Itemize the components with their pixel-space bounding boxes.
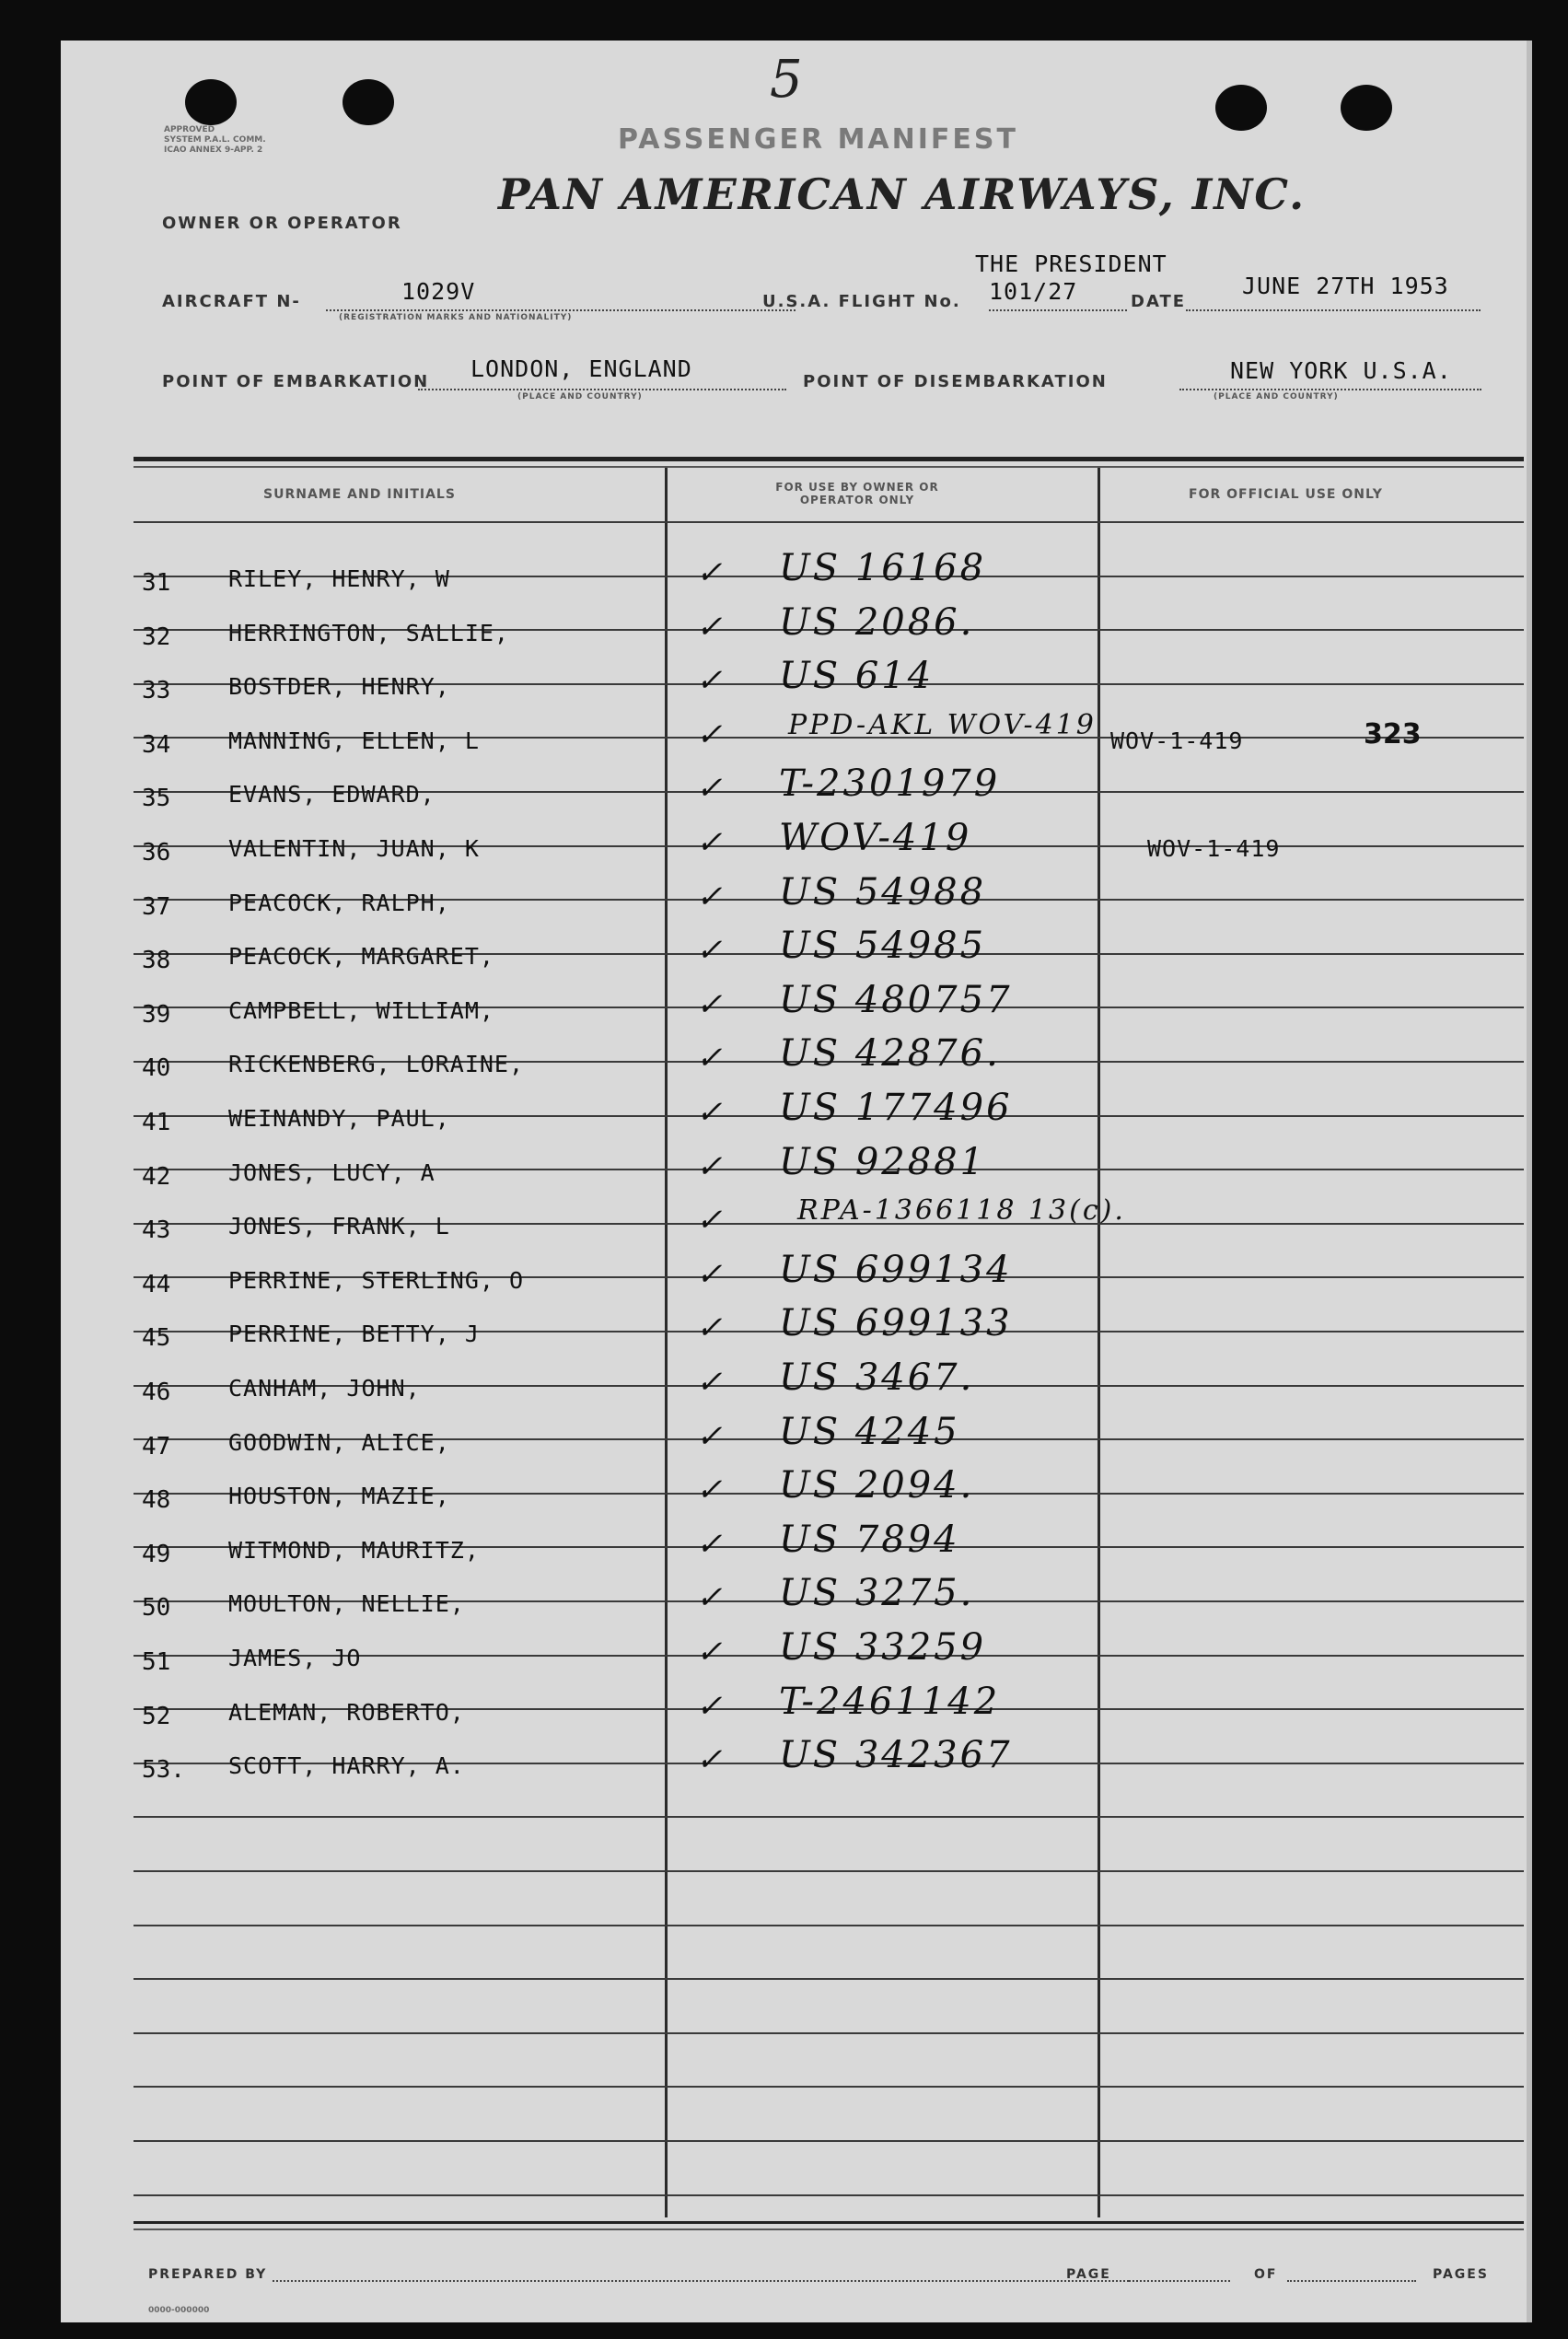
- row-number: 37: [142, 892, 171, 921]
- row-number: 36: [142, 839, 171, 867]
- row-number: 34: [142, 730, 171, 759]
- table-rule: [134, 1978, 1524, 1980]
- document-number: US 33259: [779, 1626, 987, 1669]
- table-rule: [134, 2086, 1524, 2088]
- row-number: 45: [142, 1324, 171, 1353]
- document-number: PPD-AKL WOV-419: [788, 708, 1097, 741]
- passenger-name: PEACOCK, RALPH,: [228, 889, 450, 916]
- passenger-name: MOULTON, NELLIE,: [228, 1590, 465, 1618]
- document-number: US 2094.: [779, 1464, 975, 1507]
- passenger-name: MANNING, ELLEN, L: [228, 727, 480, 754]
- document-number: US 699134: [779, 1248, 1013, 1291]
- passenger-name: WITMOND, MAURITZ,: [228, 1536, 480, 1564]
- row-number: 52: [142, 1702, 171, 1730]
- disembarkation-value: NEW YORK U.S.A.: [1230, 357, 1452, 384]
- check-mark-icon: ✓: [696, 1687, 726, 1725]
- document-number: US 699133: [779, 1302, 1013, 1345]
- row-number: 44: [142, 1270, 171, 1298]
- check-mark-icon: ✓: [696, 608, 726, 646]
- approval-line: ICAO ANNEX 9-APP. 2: [164, 145, 263, 155]
- approval-line: SYSTEM P.A.L. COMM.: [164, 135, 266, 145]
- check-mark-icon: ✓: [696, 770, 726, 808]
- passenger-name: WEINANDY, PAUL,: [228, 1105, 450, 1132]
- prepared-by-label: PREPARED BY: [148, 2267, 268, 2282]
- approval-note: [164, 125, 266, 156]
- passenger-name: PERRINE, BETTY, J: [228, 1321, 480, 1348]
- document-number: US 3275.: [779, 1572, 975, 1615]
- passenger-name: EVANS, EDWARD,: [228, 781, 436, 809]
- check-mark-icon: ✓: [696, 1525, 726, 1563]
- column-surname-header: SURNAME AND INITIALS: [263, 487, 456, 502]
- form-code: 0000-000000: [148, 2306, 210, 2315]
- check-mark-icon: ✓: [696, 1472, 726, 1509]
- document-number: WOV-419: [779, 817, 972, 859]
- table-rule: [134, 2194, 1524, 2196]
- check-mark-icon: ✓: [696, 1147, 726, 1185]
- disembarkation-field-line: [1179, 389, 1481, 390]
- row-number: 31: [142, 569, 171, 597]
- document-number: US 92881: [779, 1140, 987, 1183]
- document-number: T-2301979: [779, 762, 1001, 806]
- date-field-line: [1186, 309, 1481, 311]
- flight-value: 101/27: [989, 278, 1078, 305]
- passenger-name: PEACOCK, MARGARET,: [228, 943, 494, 971]
- row-number: 53.: [142, 1756, 185, 1785]
- owner-label: OWNER OR OPERATOR: [162, 214, 402, 233]
- form-title: PASSENGER MANIFEST: [618, 123, 1018, 156]
- table-rule: [134, 2032, 1524, 2034]
- passenger-name: GOODWIN, ALICE,: [228, 1428, 450, 1456]
- punch-hole: [1215, 85, 1267, 131]
- page-line: [1129, 2280, 1230, 2282]
- embarkation-label: POINT OF EMBARKATION: [162, 372, 430, 391]
- passenger-name: JONES, FRANK, L: [228, 1213, 450, 1240]
- official-entry: WOV-1-419: [1147, 835, 1281, 862]
- row-number: 43: [142, 1216, 171, 1245]
- page-label: PAGE: [1066, 2267, 1111, 2282]
- document-number: RPA-1366118 13(c).: [797, 1194, 1126, 1228]
- row-number: 41: [142, 1109, 171, 1136]
- check-mark-icon: ✓: [696, 1255, 726, 1293]
- punch-hole: [343, 79, 394, 125]
- row-number: 35: [142, 785, 171, 813]
- check-mark-icon: ✓: [696, 932, 726, 970]
- passenger-name: RILEY, HENRY, W: [228, 565, 450, 592]
- row-number: 50: [142, 1594, 171, 1623]
- check-mark-icon: ✓: [696, 554, 726, 591]
- aircraft-value: 1029V: [401, 278, 476, 305]
- prepared-by-line: [273, 2280, 1129, 2282]
- document-number: US 42876.: [779, 1032, 1001, 1076]
- check-mark-icon: ✓: [696, 716, 726, 753]
- check-mark-icon: ✓: [696, 1364, 726, 1401]
- column-owner-header: FOR USE BY OWNER OR OPERATOR ONLY: [775, 481, 939, 506]
- official-count: 323: [1364, 717, 1422, 751]
- column-divider: [1098, 468, 1100, 2217]
- passenger-name: RICKENBERG, LORAINE,: [228, 1051, 525, 1078]
- row-number: 46: [142, 1379, 171, 1406]
- document-number: T-2461142: [779, 1680, 1001, 1723]
- header-rule: [134, 466, 1524, 468]
- manifest-page: [61, 41, 1532, 2322]
- document-number: US 54985: [779, 925, 987, 968]
- passenger-name: HOUSTON, MAZIE,: [228, 1483, 450, 1510]
- column-divider: [665, 468, 668, 2217]
- table-rule: [134, 2140, 1524, 2142]
- of-line: [1287, 2280, 1416, 2282]
- table-rule: [134, 1870, 1524, 1872]
- row-number: 42: [142, 1162, 171, 1191]
- header-rule: [134, 457, 1524, 461]
- check-mark-icon: ✓: [696, 1309, 726, 1347]
- row-number: 47: [142, 1432, 171, 1460]
- table-rule: [134, 1925, 1524, 1926]
- document-number: US 614: [779, 655, 935, 698]
- check-mark-icon: ✓: [696, 662, 726, 700]
- row-number: 40: [142, 1054, 171, 1083]
- check-mark-icon: ✓: [696, 824, 726, 861]
- airline-name: PAN AMERICAN AIRWAYS, INC.: [498, 169, 1307, 219]
- footer-rule: [134, 2221, 1524, 2224]
- passenger-name: VALENTIN, JUAN, K: [228, 835, 480, 862]
- row-number: 39: [142, 1000, 171, 1029]
- check-mark-icon: ✓: [696, 1040, 726, 1077]
- document-number: US 16168: [779, 547, 987, 589]
- aircraft-label: AIRCRAFT N-: [162, 292, 301, 311]
- handwritten-mark: 5: [770, 50, 806, 110]
- row-number: 49: [142, 1540, 171, 1568]
- check-mark-icon: ✓: [696, 985, 726, 1023]
- flight-label: U.S.A. FLIGHT No.: [762, 292, 961, 311]
- check-mark-icon: ✓: [696, 878, 726, 915]
- table-rule: [134, 521, 1524, 523]
- aircraft-sublabel: (REGISTRATION MARKS AND NATIONALITY): [339, 313, 573, 322]
- check-mark-icon: ✓: [696, 1202, 726, 1239]
- date-label: DATE: [1131, 292, 1187, 311]
- official-entry: WOV-1-419: [1110, 727, 1244, 754]
- check-mark-icon: ✓: [696, 1579, 726, 1617]
- document-number: US 177496: [779, 1087, 1013, 1129]
- document-number: US 480757: [779, 978, 1013, 1021]
- document-number: US 4245: [779, 1410, 960, 1453]
- passenger-name: CANHAM, JOHN,: [228, 1375, 421, 1402]
- flight-name: THE PRESIDENT: [975, 250, 1167, 277]
- row-number: 38: [142, 947, 171, 975]
- punch-hole: [1341, 85, 1392, 131]
- check-mark-icon: ✓: [696, 1094, 726, 1131]
- passenger-name: SCOTT, HARRY, A.: [228, 1752, 465, 1780]
- row-number: 32: [142, 623, 171, 651]
- document-number: US 7894: [779, 1518, 960, 1561]
- of-label: OF: [1254, 2267, 1278, 2282]
- embarkation-value: LONDON, ENGLAND: [470, 355, 692, 382]
- pages-label: PAGES: [1433, 2267, 1489, 2282]
- disembarkation-label: POINT OF DISEMBARKATION: [803, 372, 1108, 391]
- document-number: US 54988: [779, 870, 987, 913]
- passenger-name: ALEMAN, ROBERTO,: [228, 1698, 465, 1726]
- footer-rule: [134, 2228, 1524, 2230]
- approval-line: APPROVED: [164, 125, 215, 134]
- column-official-header: FOR OFFICIAL USE ONLY: [1189, 487, 1383, 502]
- passenger-name: JONES, LUCY, A: [228, 1158, 436, 1186]
- disembarkation-sublabel: (PLACE AND COUNTRY): [1214, 392, 1339, 401]
- document-number: US 2086.: [779, 600, 975, 644]
- passenger-name: JAMES, JO: [228, 1645, 362, 1671]
- row-number: 51: [142, 1648, 171, 1676]
- document-number: US 342367: [779, 1734, 1013, 1777]
- embarkation-sublabel: (PLACE AND COUNTRY): [517, 392, 643, 401]
- check-mark-icon: ✓: [696, 1634, 726, 1670]
- row-number: 48: [142, 1486, 171, 1515]
- flight-field-line: [989, 309, 1127, 311]
- table-rule: [134, 1816, 1524, 1818]
- passenger-name: PERRINE, STERLING, O: [228, 1266, 525, 1294]
- document-number: US 3467.: [779, 1356, 975, 1399]
- date-value: JUNE 27TH 1953: [1242, 273, 1449, 299]
- passenger-name: CAMPBELL, WILLIAM,: [228, 996, 494, 1024]
- check-mark-icon: ✓: [696, 1741, 726, 1779]
- check-mark-icon: ✓: [696, 1417, 726, 1455]
- aircraft-field-line: [326, 309, 796, 311]
- passenger-name: BOSTDER, HENRY,: [228, 673, 450, 701]
- embarkation-field-line: [418, 389, 786, 390]
- row-number: 33: [142, 677, 171, 705]
- punch-hole: [185, 79, 237, 125]
- passenger-name: HERRINGTON, SALLIE,: [228, 619, 509, 646]
